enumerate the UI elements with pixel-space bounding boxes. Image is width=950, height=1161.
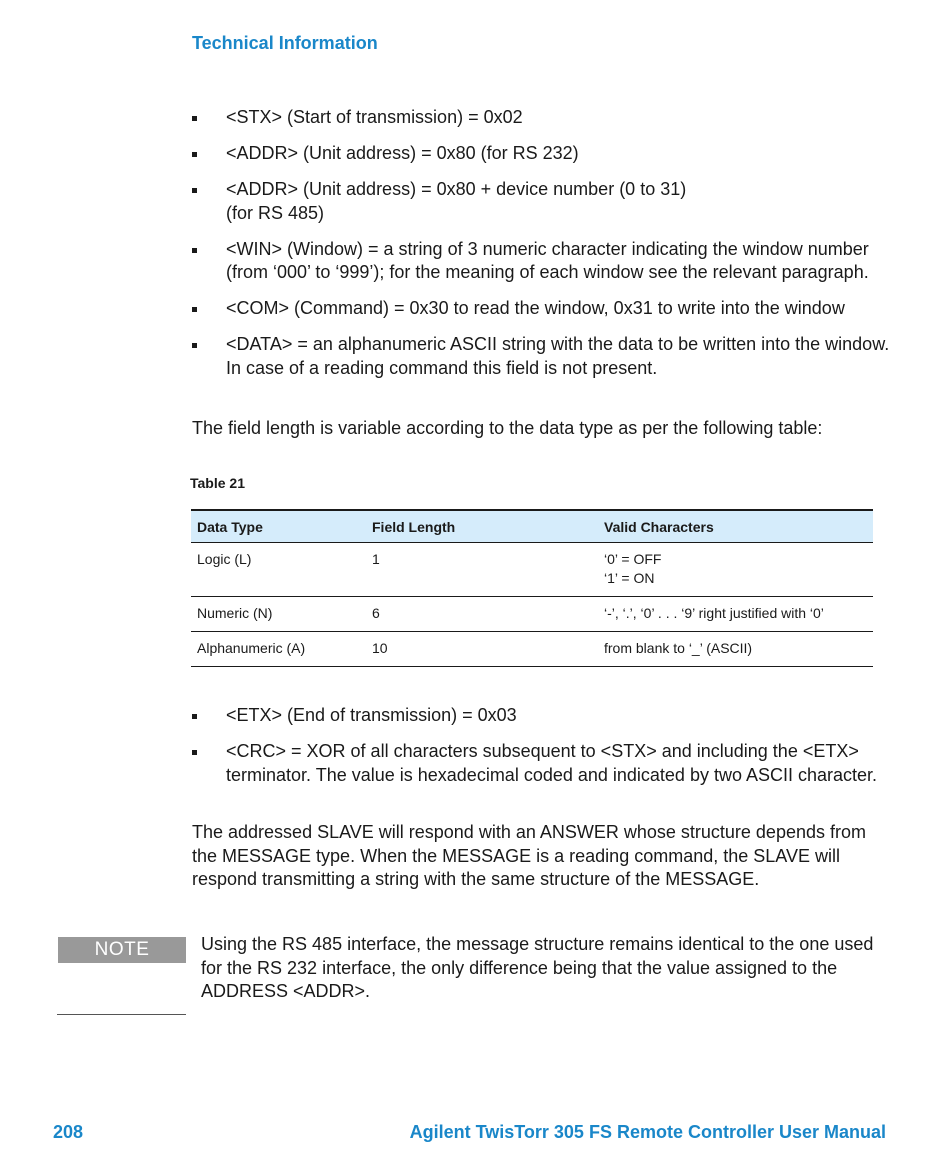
list-item-text: <COM> (Command) = 0x30 to read the window, 0x31 to write into the window bbox=[226, 298, 845, 318]
column-header-data-type: Data Type bbox=[191, 510, 366, 543]
data-type-table bbox=[191, 509, 873, 667]
field-length-paragraph: The field length is variable according to the data type as per the following table: bbox=[192, 418, 823, 438]
bullet-icon bbox=[192, 750, 197, 755]
note-text: Using the RS 485 interface, the message structure remains identical to the one used for the RS 232 interface, the only difference being that the value assigned to the ADDRESS <ADDR>. bbox=[201, 934, 874, 1001]
bullet-icon bbox=[192, 152, 197, 157]
list-item bbox=[192, 238, 892, 285]
bullet-icon bbox=[192, 307, 197, 312]
bullet-icon bbox=[192, 714, 197, 719]
list-item-text: <ETX> (End of transmission) = 0x03 bbox=[226, 705, 517, 725]
note-badge: NOTE bbox=[58, 937, 186, 963]
table-header-row bbox=[191, 510, 873, 543]
list-item-text: <ADDR> (Unit address) = 0x80 + device number (0 to 31) (for RS 485) bbox=[226, 179, 687, 223]
table-cell: 6 bbox=[366, 597, 598, 632]
manual-title: Agilent TwisTorr 305 FS Remote Controller User Manual bbox=[409, 1122, 886, 1142]
table-cell: Logic (L) bbox=[191, 543, 366, 597]
list-item-text: <WIN> (Window) = a string of 3 numeric character indicating the window number (from ‘000’ to ‘999’); for the meaning of each window see the relevant paragraph. bbox=[226, 238, 869, 282]
message-terminator-list bbox=[192, 704, 892, 800]
message-fields-list bbox=[192, 106, 892, 393]
bullet-icon bbox=[192, 343, 197, 348]
table-cell: Numeric (N) bbox=[191, 597, 366, 632]
table-cell: 1 bbox=[366, 543, 598, 597]
note-divider bbox=[57, 1014, 186, 1015]
bullet-icon bbox=[192, 248, 197, 253]
list-item bbox=[192, 142, 892, 166]
list-item-text: <ADDR> (Unit address) = 0x80 (for RS 232) bbox=[226, 143, 579, 163]
list-item bbox=[192, 106, 892, 130]
list-item bbox=[192, 740, 892, 787]
column-header-valid-characters: Valid Characters bbox=[598, 510, 873, 543]
list-item bbox=[192, 297, 892, 321]
table-cell: 10 bbox=[366, 632, 598, 667]
answer-paragraph: The addressed SLAVE will respond with an ANSWER whose structure depends from the MESSAGE type. When the MESSAGE is a reading command, the SLAVE will respond transmitting a string with the same structure of the MESSAGE. bbox=[192, 822, 866, 889]
table-row bbox=[191, 543, 873, 597]
column-header-field-length: Field Length bbox=[366, 510, 598, 543]
list-item bbox=[192, 178, 892, 225]
table-cell: ‘-’, ‘.’, ‘0’ . . . ‘9’ right justified with ‘0’ bbox=[598, 597, 873, 632]
page-number: 208 bbox=[53, 1122, 84, 1142]
list-item-text: <DATA> = an alphanumeric ASCII string with the data to be written into the window. In case of a reading command this field is not present. bbox=[226, 334, 890, 378]
table-cell: Alphanumeric (A) bbox=[191, 632, 366, 667]
list-item-text: <STX> (Start of transmission) = 0x02 bbox=[226, 107, 523, 127]
table-row bbox=[191, 632, 873, 667]
list-item bbox=[192, 333, 892, 380]
section-title: Technical Information bbox=[192, 33, 378, 53]
bullet-icon bbox=[192, 188, 197, 193]
list-item bbox=[192, 704, 892, 728]
table-caption: Table 21 bbox=[190, 475, 245, 491]
table-cell: ‘0’ = OFF ‘1’ = ON bbox=[598, 543, 873, 597]
table-row bbox=[191, 597, 873, 632]
list-item-text: <CRC> = XOR of all characters subsequent to <STX> and including the <ETX> terminator. The value is hexadecimal coded and indicated by two ASCII character. bbox=[226, 741, 878, 785]
table-cell: from blank to ‘_’ (ASCII) bbox=[598, 632, 873, 667]
bullet-icon bbox=[192, 116, 197, 121]
